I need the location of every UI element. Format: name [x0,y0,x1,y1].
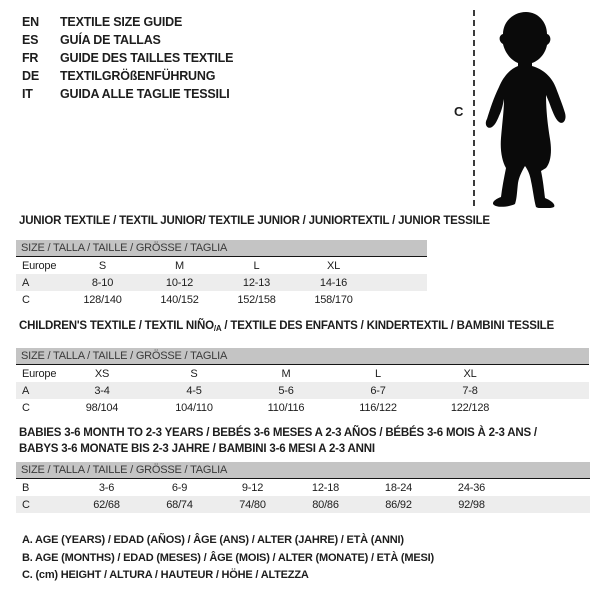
language-row-fr [22,49,233,67]
size-cell: 7-8 [462,384,478,397]
size-header-bar: SIZE / TALLA / TAILLE / GRÖSSE / TAGLIA [16,348,589,365]
size-cell: 18-24 [384,481,413,494]
section-title-babies-line1: BABIES 3-6 MONTH TO 2-3 YEARS / BEBÉS 3-6 MESES A 2-3 AÑOS / BÉBÉS 3-6 MOIS À 2-3 ANS / [19,427,537,439]
size-cell: M [281,367,291,380]
size-cell: 14-16 [319,276,348,289]
size-cell: 68/74 [166,498,193,511]
section-title-children-prefix: CHILDREN'S TEXTILE / TEXTIL NIÑO [19,320,214,332]
height-measure-line [473,10,475,206]
table-row-age [16,274,427,291]
size-cell: 8-10 [91,276,114,289]
size-cell: 140/152 [160,293,199,306]
language-code: IT [22,87,33,101]
language-code: ES [22,33,39,47]
language-name: GUIDA ALLE TAGLIE TESSILI [60,87,230,101]
legend-line-b: B. AGE (MONTHS) / EDAD (MESES) / ÂGE (MOIS) / ALTER (MONATE) / ETÀ (MESI) [22,551,434,564]
section-title-children [19,318,554,337]
row-label: C [22,498,30,511]
spacer-cell [372,257,427,274]
language-row-it [22,85,233,103]
size-cell: 12-18 [311,481,340,494]
size-table-junior [16,240,427,308]
size-cell: 104/110 [175,401,213,414]
language-name: GUÍA DE TALLAS [60,33,161,47]
size-cell: XL [463,367,477,380]
language-name: TEXTILGRÖßENFÜHRUNG [60,69,216,83]
section-title-babies [19,425,537,457]
size-header-bar: SIZE / TALLA / TAILLE / GRÖSSE / TAGLIA [16,240,427,257]
language-code: EN [22,15,39,29]
spacer-cell [508,496,590,513]
spacer-cell [516,382,589,399]
size-cell: 9-12 [241,481,264,494]
size-cell: 80/86 [312,498,339,511]
size-cell: 158/170 [314,293,353,306]
language-code: FR [22,51,39,65]
size-cell: 3-4 [94,384,110,397]
size-cell: S [190,367,198,380]
legend-line-c: C. (cm) HEIGHT / ALTURA / HAUTEUR / HÖHE / ALTEZZA [22,569,309,581]
table-row-height [16,496,590,513]
size-cell: XL [326,259,341,272]
language-code: DE [22,69,39,83]
size-cell: 110/116 [267,401,305,414]
size-cell: M [175,259,184,272]
table-row-age [16,382,589,399]
size-cell: 10-12 [165,276,194,289]
row-label: A [22,276,30,289]
language-list [22,13,233,103]
size-cell: 4-5 [186,384,202,397]
size-cell: XS [94,367,110,380]
table-row-europe [16,365,589,382]
row-label: B [22,481,30,494]
language-name: TEXTILE SIZE GUIDE [60,15,183,29]
row-label: A [22,384,30,397]
table-row-height [16,291,427,308]
spacer-cell [508,479,590,496]
language-row-de [22,67,233,85]
size-cell: L [375,367,381,380]
section-title-junior: JUNIOR TEXTILE / TEXTIL JUNIOR/ TEXTILE JUNIOR / JUNIORTEXTIL / JUNIOR TESSILE [19,215,490,227]
size-cell: 24-36 [457,481,486,494]
size-cell: S [98,259,107,272]
spacer-cell [516,365,589,382]
size-cell: 62/68 [93,498,120,511]
size-cell: 152/158 [237,293,276,306]
size-cell: L [253,259,260,272]
size-header-bar: SIZE / TALLA / TAILLE / GRÖSSE / TAGLIA [16,462,590,479]
size-cell: 128/140 [83,293,122,306]
section-title-children-suffix: / TEXTILE DES ENFANTS / KINDERTEXTIL / BAMBINI TESSILE [221,320,554,332]
table-row-height [16,399,589,416]
size-cell: 116/122 [359,401,397,414]
measure-label-c: C [454,104,464,119]
spacer-cell [372,274,427,291]
legend [22,532,434,585]
section-title-babies-line2: BABYS 3-6 MONATE BIS 2-3 JAHRE / BAMBINI 3-6 MESI A 2-3 ANNI [19,443,375,455]
row-label: C [22,401,30,414]
language-name: GUIDE DES TAILLES TEXTILE [60,51,234,65]
size-table-babies [16,462,590,513]
spacer-cell [372,291,427,308]
row-label: Europe [22,259,57,272]
size-cell: 6-9 [171,481,188,494]
size-cell: 5-6 [278,384,294,397]
size-cell: 3-6 [98,481,115,494]
legend-line-a: A. AGE (YEARS) / EDAD (AÑOS) / ÂGE (ANS) / ALTER (JAHRE) / ETÀ (ANNI) [22,534,404,546]
size-table-children [16,348,589,416]
baby-silhouette-icon [483,11,575,208]
table-row-europe [16,257,427,274]
table-row-months [16,479,590,496]
section-title-children-sub: /A [213,324,222,333]
language-row-en [22,13,233,31]
size-cell: 98/104 [85,401,119,414]
size-cell: 122/128 [450,401,490,414]
language-row-es [22,31,233,49]
spacer-cell [516,399,589,416]
size-cell: 12-13 [242,276,271,289]
row-label: C [22,293,30,306]
size-cell: 86/92 [385,498,412,511]
size-cell: 6-7 [370,384,386,397]
row-label: Europe [22,367,57,380]
size-cell: 74/80 [239,498,266,511]
size-cell: 92/98 [458,498,485,511]
